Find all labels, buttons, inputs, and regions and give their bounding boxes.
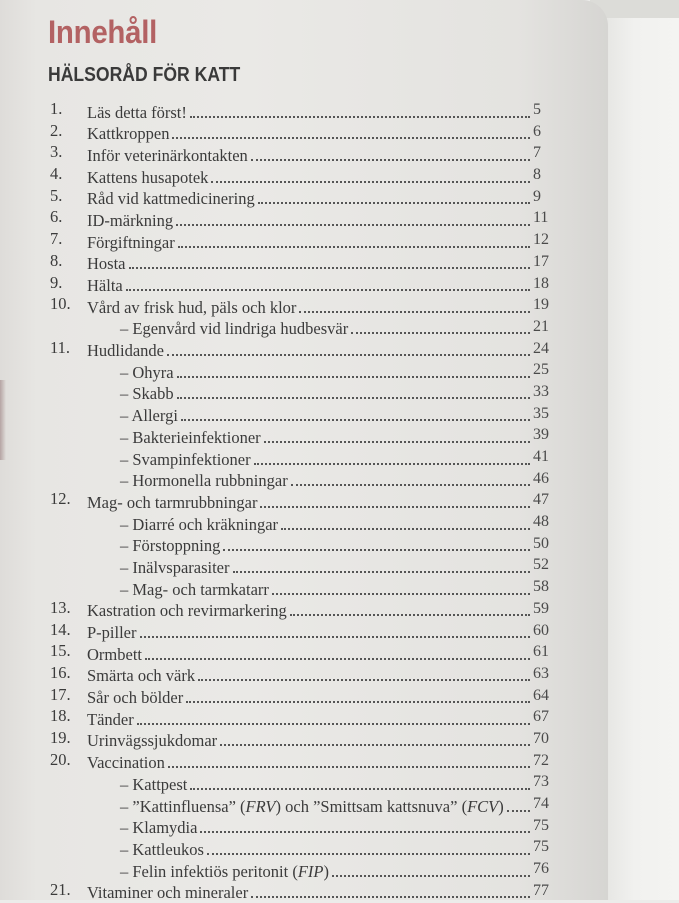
subentry: [120, 424, 530, 448]
dot-leader: [176, 207, 530, 226]
page-number: 50: [533, 534, 549, 552]
entry-title: – Diarré och kräkningar: [120, 514, 279, 534]
entry-title: Vitaminer och mineraler: [87, 883, 249, 903]
toc-entry: [0, 706, 608, 728]
dot-leader: [233, 554, 531, 573]
entry-number: 11.: [50, 337, 71, 357]
page-number: 58: [533, 578, 549, 596]
entry-title: Urinvägssjukdomar: [87, 731, 218, 751]
subentry: [120, 858, 530, 882]
page-number: 75: [533, 838, 549, 856]
entry-title: – Förstoppning: [120, 536, 221, 556]
entry: [87, 142, 530, 166]
entry-title: Inför veterinärkontakten: [87, 145, 248, 165]
entry-title: Förgiftningar: [87, 232, 175, 252]
toc-entry: [0, 750, 608, 772]
page-number: 24: [533, 339, 549, 357]
page-number: 5: [533, 101, 541, 118]
subentry: [120, 576, 530, 600]
entry-title: – Egenvård vid lindriga hudbesvär: [120, 319, 349, 339]
toc-entry: [0, 728, 608, 750]
entry: [87, 685, 530, 709]
dot-leader: [251, 142, 530, 161]
entry: [87, 489, 530, 513]
page-number: 41: [533, 448, 549, 465]
entry-title: – Inälvsparasiter: [120, 557, 230, 577]
dot-leader: [272, 576, 530, 595]
dot-leader: [211, 164, 530, 183]
entry-title: Mag- och tarmrubbningar: [87, 492, 258, 512]
toc-entry: [0, 554, 608, 576]
toc-entry: [0, 511, 608, 533]
entry: [87, 99, 530, 123]
entry-title: – Allergi: [120, 406, 178, 426]
entry-number: 14.: [50, 619, 71, 639]
toc-entry: [0, 142, 608, 164]
page-number: 6: [533, 122, 541, 140]
entry: [87, 728, 530, 752]
entry-number: 20.: [50, 749, 71, 769]
toc-entry: [0, 338, 608, 360]
toc-entry: [0, 685, 608, 707]
entry-number: 9.: [50, 272, 63, 292]
dot-leader: [260, 489, 530, 508]
dot-leader: [172, 121, 530, 140]
page-number: 70: [533, 729, 549, 747]
toc-entry: [0, 424, 608, 446]
toc-entry: [0, 207, 608, 229]
dot-leader: [178, 229, 530, 248]
entry-number: 16.: [50, 662, 71, 682]
dot-leader: [264, 424, 530, 443]
page-number: 39: [533, 426, 549, 444]
entry-title: – Kattleukos: [120, 839, 204, 859]
dot-leader: [290, 598, 530, 617]
toc-entry: [0, 294, 608, 316]
toc-entry: [0, 316, 608, 338]
entry-number: 5.: [50, 185, 63, 205]
entry-title: Ormbett: [87, 644, 142, 664]
page-number: 35: [533, 404, 549, 422]
toc-entry: [0, 620, 608, 642]
page-number: 25: [533, 361, 549, 379]
subentry: [120, 381, 530, 405]
dot-leader: [254, 446, 530, 465]
toc-entry: [0, 229, 608, 251]
page-number: 60: [533, 621, 549, 639]
page-number: 48: [533, 513, 549, 531]
entry-title: – Hormonella rubbningar: [120, 471, 288, 491]
entry-title: ID-märkning: [87, 210, 174, 230]
dot-leader: [291, 468, 530, 487]
subentry: [120, 793, 530, 817]
page-number: 11: [533, 209, 549, 227]
page-number: 18: [533, 274, 549, 292]
toc-entry: [0, 446, 608, 468]
entry-title: Kattens husapotek: [87, 167, 209, 187]
toc-entry: [0, 858, 608, 880]
page-number: 75: [533, 816, 549, 834]
dot-leader: [181, 403, 530, 422]
entry-title: Vård av frisk hud, päls och klor: [87, 297, 297, 317]
entry-title: Läs detta först!: [87, 102, 187, 122]
page-number: 77: [533, 881, 549, 899]
entry-title: – Skabb: [120, 384, 174, 404]
page-number: 73: [533, 773, 549, 791]
subentry: [120, 403, 530, 427]
toc-entry: [0, 533, 608, 555]
toc-entry: [0, 489, 608, 511]
toc-entry: [0, 99, 608, 121]
page-number: 64: [533, 686, 549, 704]
page-number: 61: [533, 643, 549, 661]
entry-number: 4.: [50, 164, 63, 184]
entry: [87, 663, 530, 687]
dot-leader: [167, 338, 530, 357]
entry: [87, 121, 530, 145]
page-number: 59: [533, 599, 549, 617]
dot-leader: [258, 186, 530, 205]
entry-number: 8.: [50, 250, 63, 270]
entry: [87, 273, 530, 297]
entry-number: 6.: [50, 207, 63, 227]
subentry: [120, 316, 530, 340]
entry-number: 21.: [50, 879, 71, 899]
dot-leader: [140, 620, 531, 639]
entry: [87, 294, 530, 318]
page-number: 8: [533, 166, 541, 184]
entry-title: – Ohyra: [120, 362, 174, 382]
subentry: [120, 533, 530, 557]
entry: [87, 706, 530, 730]
entry: [87, 207, 530, 231]
entry-number: 13.: [50, 597, 71, 617]
toc-entry: [0, 880, 608, 902]
entry-number: 3.: [50, 142, 63, 162]
entry-title: – Bakterieinfektioner: [120, 427, 261, 447]
toc-entry: [0, 815, 608, 837]
page-number: 63: [533, 664, 549, 682]
entry: [87, 186, 530, 210]
subentry: [120, 468, 530, 492]
dot-leader: [129, 251, 531, 270]
toc-entry: [0, 793, 608, 815]
subentry: [120, 815, 530, 839]
entry-title: Hosta: [87, 254, 126, 274]
page-number: 47: [533, 491, 549, 509]
entry-number: 2.: [50, 120, 63, 140]
entry: [87, 620, 530, 644]
page-number: 7: [533, 144, 541, 162]
entry-title: P-piller: [87, 623, 137, 642]
entry-title: – Kattpest: [120, 774, 188, 794]
entry: [87, 338, 530, 362]
toc-entry: [0, 121, 608, 143]
entry-title: – Mag- och tarmkatarr: [120, 579, 269, 599]
dot-leader: [223, 533, 530, 552]
entry: [87, 598, 530, 622]
page-number: 46: [533, 469, 549, 487]
page-number: 19: [533, 296, 549, 314]
page-number: 9: [533, 187, 541, 205]
toc-entry: [0, 186, 608, 208]
dot-leader: [281, 511, 530, 530]
entry: [87, 251, 530, 275]
dot-leader: [190, 99, 530, 118]
dot-leader: [137, 706, 530, 725]
entry-number: 15.: [50, 641, 71, 661]
page-number: 12: [533, 231, 549, 249]
entry: [87, 750, 530, 774]
dot-leader: [186, 685, 530, 704]
subentry: [120, 359, 530, 383]
dot-leader: [177, 381, 530, 400]
toc-entry: [0, 641, 608, 663]
page-number: 74: [533, 795, 549, 812]
dot-leader: [351, 316, 530, 335]
adjacent-page: [605, 18, 679, 900]
subentry: [120, 554, 530, 578]
page-number: 21: [533, 317, 549, 335]
subentry: [120, 771, 530, 795]
toc-entry: [0, 836, 608, 858]
toc-entry: [0, 468, 608, 490]
section-heading: HÄLSORÅD FÖR KATT: [48, 64, 241, 86]
entry-number: 7.: [50, 229, 63, 249]
toc-entry: [0, 771, 608, 793]
entry-title: – ”Kattinfluensa” (FRV) och ”Smittsam kattsnuva” (FCV): [120, 796, 504, 816]
entry-title: Sår och bölder: [87, 688, 184, 708]
entry-title: Smärta och värk: [87, 666, 196, 686]
entry: [87, 641, 530, 665]
page-number: 72: [533, 751, 549, 769]
dot-leader: [251, 880, 530, 899]
page-number: 76: [533, 860, 549, 878]
entry-number: 18.: [50, 706, 71, 726]
page-number: 17: [533, 252, 549, 270]
page-number: 67: [533, 708, 549, 726]
entry-title: Hudlidande: [87, 341, 164, 361]
dot-leader: [200, 815, 530, 834]
entry-title: Vaccination: [87, 753, 165, 773]
toc-entry: [0, 403, 608, 425]
dot-leader: [207, 836, 530, 855]
entry-number: 12.: [50, 489, 71, 509]
entry-title: Hälta: [87, 276, 123, 295]
entry-number: 19.: [50, 727, 71, 747]
entry-title: Kastration och revirmarkering: [87, 601, 287, 621]
dot-leader: [190, 771, 530, 790]
toc-entry: [0, 273, 608, 295]
entry-number: 17.: [50, 684, 71, 704]
dot-leader: [168, 750, 530, 769]
toc-entry: [0, 663, 608, 685]
entry-title: Tänder: [87, 709, 134, 729]
toc-entry: [0, 164, 608, 186]
entry-number: 1.: [50, 99, 63, 118]
dot-leader: [220, 728, 530, 747]
entry-title: – Svampinfektioner: [120, 449, 251, 469]
entry: [87, 164, 530, 188]
table-of-contents: [0, 99, 608, 901]
dot-leader: [126, 273, 530, 292]
entry-title: – Klamydia: [120, 818, 198, 838]
toc-entry: [0, 359, 608, 381]
entry-number: 10.: [50, 294, 71, 314]
page-number: 52: [533, 556, 549, 574]
entry-title: – Felin infektiös peritonit (FIP): [120, 861, 329, 881]
subentry: [120, 511, 530, 535]
entry-title: Kattkroppen: [87, 124, 170, 144]
entry: [87, 229, 530, 253]
subentry: [120, 446, 530, 470]
dot-leader: [198, 663, 530, 682]
entry-title: Råd vid kattmedicinering: [87, 189, 255, 209]
dot-leader: [299, 294, 530, 313]
dot-leader: [145, 641, 530, 660]
toc-entry: [0, 598, 608, 620]
dot-leader: [507, 793, 530, 812]
dot-leader: [332, 858, 530, 877]
toc-entry: [0, 381, 608, 403]
toc-entry: [0, 251, 608, 273]
subentry: [120, 836, 530, 860]
page-title: Innehåll: [48, 14, 158, 50]
page-number: 33: [533, 382, 549, 400]
dot-leader: [177, 359, 530, 378]
toc-entry: [0, 576, 608, 598]
